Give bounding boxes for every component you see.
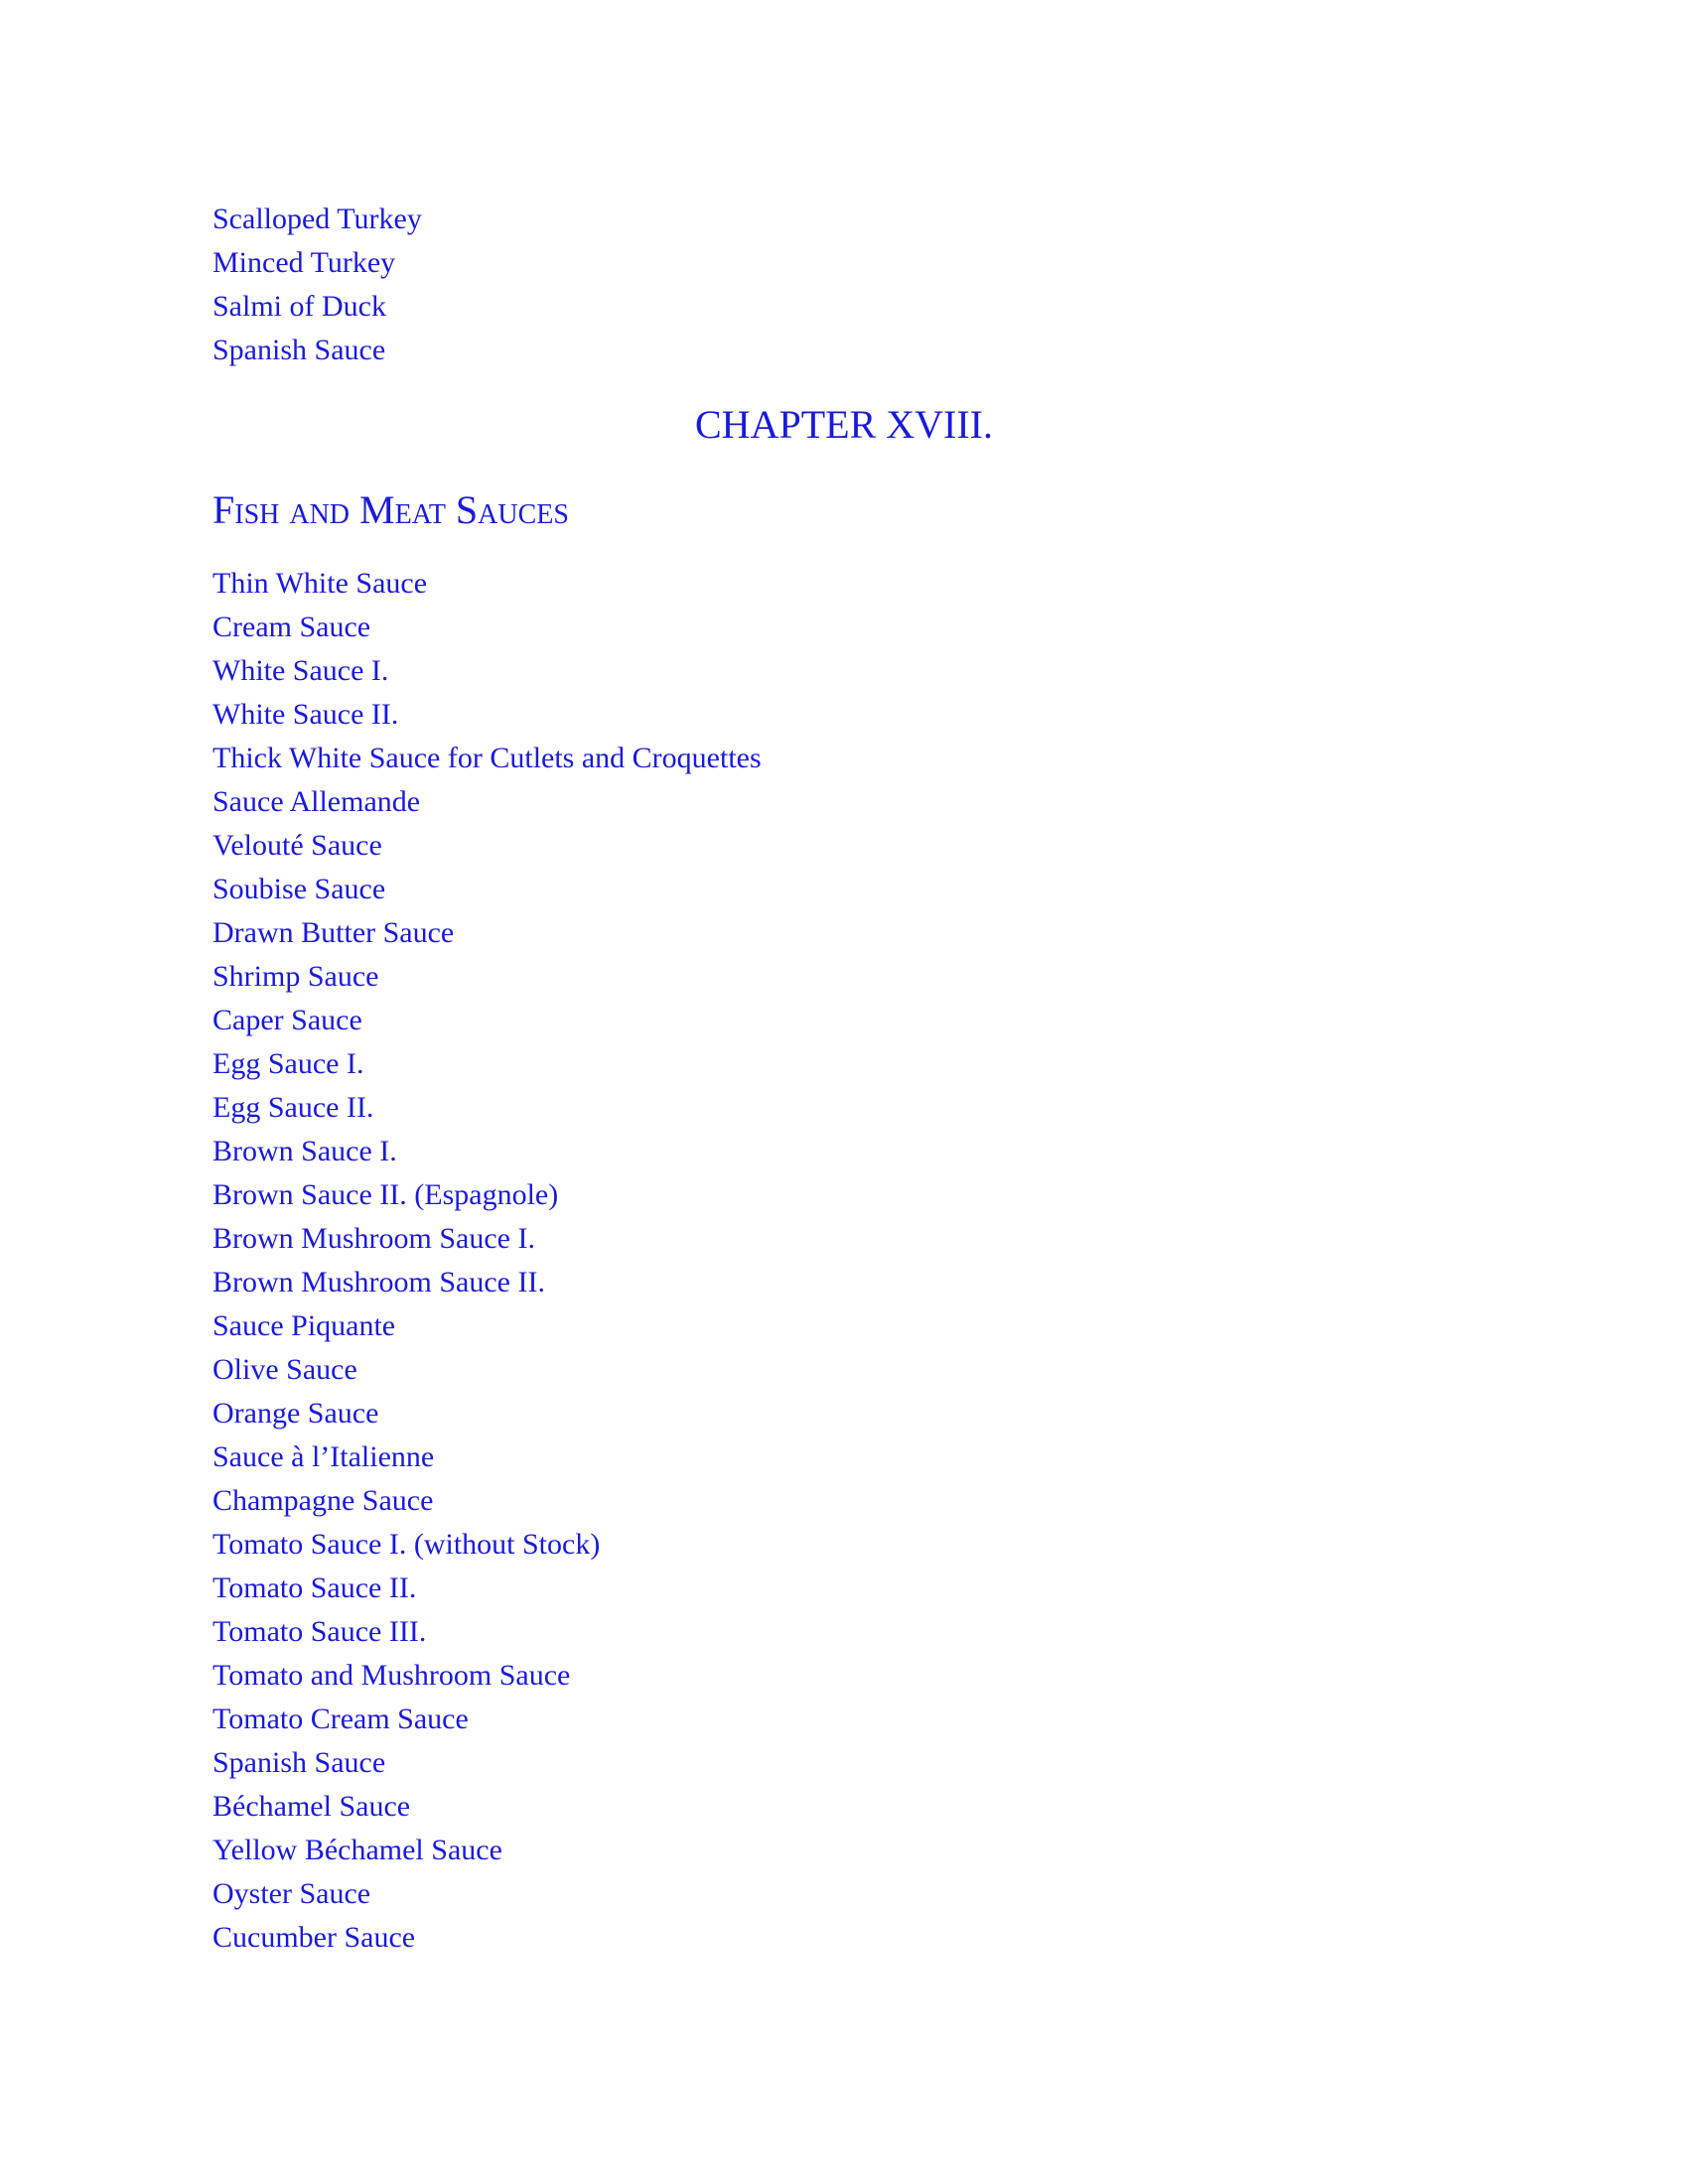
toc-link-spanish-sauce[interactable]: Spanish Sauce <box>212 334 386 366</box>
toc-link-white-sauce-ii[interactable]: White Sauce II. <box>212 698 399 731</box>
toc-link-champagne-sauce[interactable]: Champagne Sauce <box>212 1484 434 1517</box>
toc-link-brown-sauce-ii[interactable]: Brown Sauce II. (Espagnole) <box>212 1178 559 1211</box>
toc-link-sauce-a-litalienne[interactable]: Sauce à l’Italienne <box>212 1440 435 1473</box>
toc-link-thin-white-sauce[interactable]: Thin White Sauce <box>212 567 428 600</box>
toc-link-spanish-sauce-2[interactable]: Spanish Sauce <box>212 1746 386 1779</box>
chapter-title[interactable]: CHAPTER XVIII. <box>695 402 993 447</box>
toc-link-brown-mushroom-sauce-i[interactable]: Brown Mushroom Sauce I. <box>212 1222 535 1255</box>
toc-link-tomato-sauce-i[interactable]: Tomato Sauce I. (without Stock) <box>212 1528 601 1561</box>
toc-link-tomato-and-mushroom-sauce[interactable]: Tomato and Mushroom Sauce <box>212 1659 571 1692</box>
toc-link-soubise-sauce[interactable]: Soubise Sauce <box>212 873 386 905</box>
previous-chapter-recipe-list <box>212 198 422 372</box>
toc-link-sauce-allemande[interactable]: Sauce Allemande <box>212 785 421 818</box>
toc-link-shrimp-sauce[interactable]: Shrimp Sauce <box>212 960 379 993</box>
toc-link-scalloped-turkey[interactable]: Scalloped Turkey <box>212 203 422 235</box>
toc-link-salmi-of-duck[interactable]: Salmi of Duck <box>212 290 386 323</box>
toc-link-tomato-sauce-ii[interactable]: Tomato Sauce II. <box>212 1571 417 1604</box>
toc-link-oyster-sauce[interactable]: Oyster Sauce <box>212 1877 371 1910</box>
toc-link-tomato-sauce-iii[interactable]: Tomato Sauce III. <box>212 1615 427 1648</box>
toc-link-tomato-cream-sauce[interactable]: Tomato Cream Sauce <box>212 1703 469 1735</box>
toc-link-egg-sauce-i[interactable]: Egg Sauce I. <box>212 1047 364 1080</box>
toc-link-brown-mushroom-sauce-ii[interactable]: Brown Mushroom Sauce II. <box>212 1266 545 1298</box>
toc-link-olive-sauce[interactable]: Olive Sauce <box>212 1353 357 1386</box>
toc-link-thick-white-sauce[interactable]: Thick White Sauce for Cutlets and Croquettes <box>212 742 762 774</box>
toc-link-brown-sauce-i[interactable]: Brown Sauce I. <box>212 1135 397 1167</box>
toc-link-cream-sauce[interactable]: Cream Sauce <box>212 611 371 643</box>
toc-link-minced-turkey[interactable]: Minced Turkey <box>212 246 396 279</box>
sauce-recipe-list <box>212 562 762 1960</box>
toc-link-caper-sauce[interactable]: Caper Sauce <box>212 1004 362 1036</box>
toc-link-egg-sauce-ii[interactable]: Egg Sauce II. <box>212 1091 374 1124</box>
toc-link-veloute-sauce[interactable]: Velouté Sauce <box>212 829 382 862</box>
toc-link-sauce-piquante[interactable]: Sauce Piquante <box>212 1309 396 1342</box>
toc-link-white-sauce-i[interactable]: White Sauce I. <box>212 654 389 687</box>
toc-link-yellow-bechamel-sauce[interactable]: Yellow Béchamel Sauce <box>212 1834 502 1866</box>
section-title[interactable]: Fish and Meat Sauces <box>212 487 569 532</box>
toc-link-drawn-butter-sauce[interactable]: Drawn Butter Sauce <box>212 916 455 949</box>
toc-link-cucumber-sauce[interactable]: Cucumber Sauce <box>212 1921 416 1954</box>
toc-link-bechamel-sauce[interactable]: Béchamel Sauce <box>212 1790 411 1823</box>
toc-link-orange-sauce[interactable]: Orange Sauce <box>212 1397 379 1430</box>
